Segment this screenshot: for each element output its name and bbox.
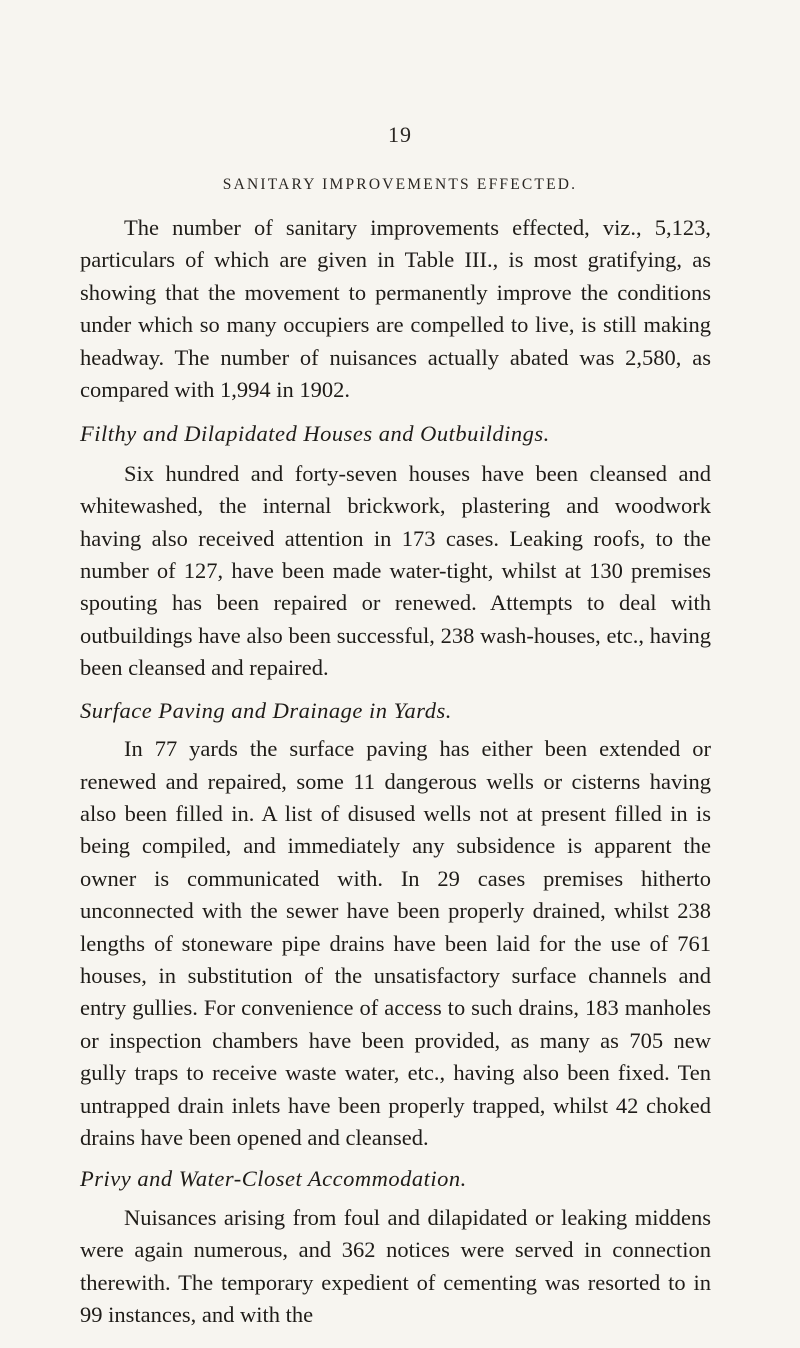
intro-paragraph: The number of sanitary improvements effected, viz., 5,123, particulars of which are given in Table III., is most gratifying, as showing that the movement to permanently improve the conditions under which so many occupiers are compelled to live, is still making headway. The number of nuisances actually abated was 2,580, as compared with 1,994 in 1902. [80, 215, 711, 403]
surface-paving-paragraph: In 77 yards the surface paving has either been extended or renewed and repaired, some 11 dangerous wells or cisterns having also been filled in. A list of disused wells not at present filled in is being compiled, and immediately any subsidence is apparent the owner is communicated with. In 29 cases premises hitherto unconnected with the sewer have been properly drained, whilst 238 lengths of stoneware pipe drains have been laid for the use of 761 houses, in substitution of the unsatisfactory surface channels and entry gullies. For convenience of access to such drains, 183 manholes or inspection chambers have been provided, as many as 705 new gully traps to receive waste water, etc., having also been fixed. Ten untrapped drain inlets have been properly trapped, whilst 42 choked drains have been opened and cleansed. [80, 736, 711, 1150]
subheading-privy-accommodation: Privy and Water-Closet Accommodation. [80, 1166, 467, 1192]
filthy-houses-paragraph: Six hundred and forty-seven houses have been cleansed and whitewashed, the internal brickwork, plastering and woodwork having also received attention in 173 cases. Leaking roofs, to the number of 127, have been made water-tight, whilst at 130 premises spouting has been repaired or renewed. Attempts to deal with outbuildings have also been successful, 238 wash-houses, etc., having been cleansed and repaired. [80, 460, 711, 681]
section-title: SANITARY IMPROVEMENTS EFFECTED. [222, 176, 578, 193]
privy-accommodation-paragraph: Nuisances arising from foul and dilapidated or leaking middens were again numerous, and 362 notices were served in connection therewith. The temporary expedient of cementing was resorted to in 99 instances, and with the [80, 1204, 711, 1327]
page-number: 19 [388, 122, 412, 147]
document-body [80, 212, 711, 1331]
subheading-filthy-houses: Filthy and Dilapidated Houses and Outbuildings. [80, 421, 550, 447]
subheading-surface-paving: Surface Paving and Drainage in Yards. [80, 697, 452, 723]
